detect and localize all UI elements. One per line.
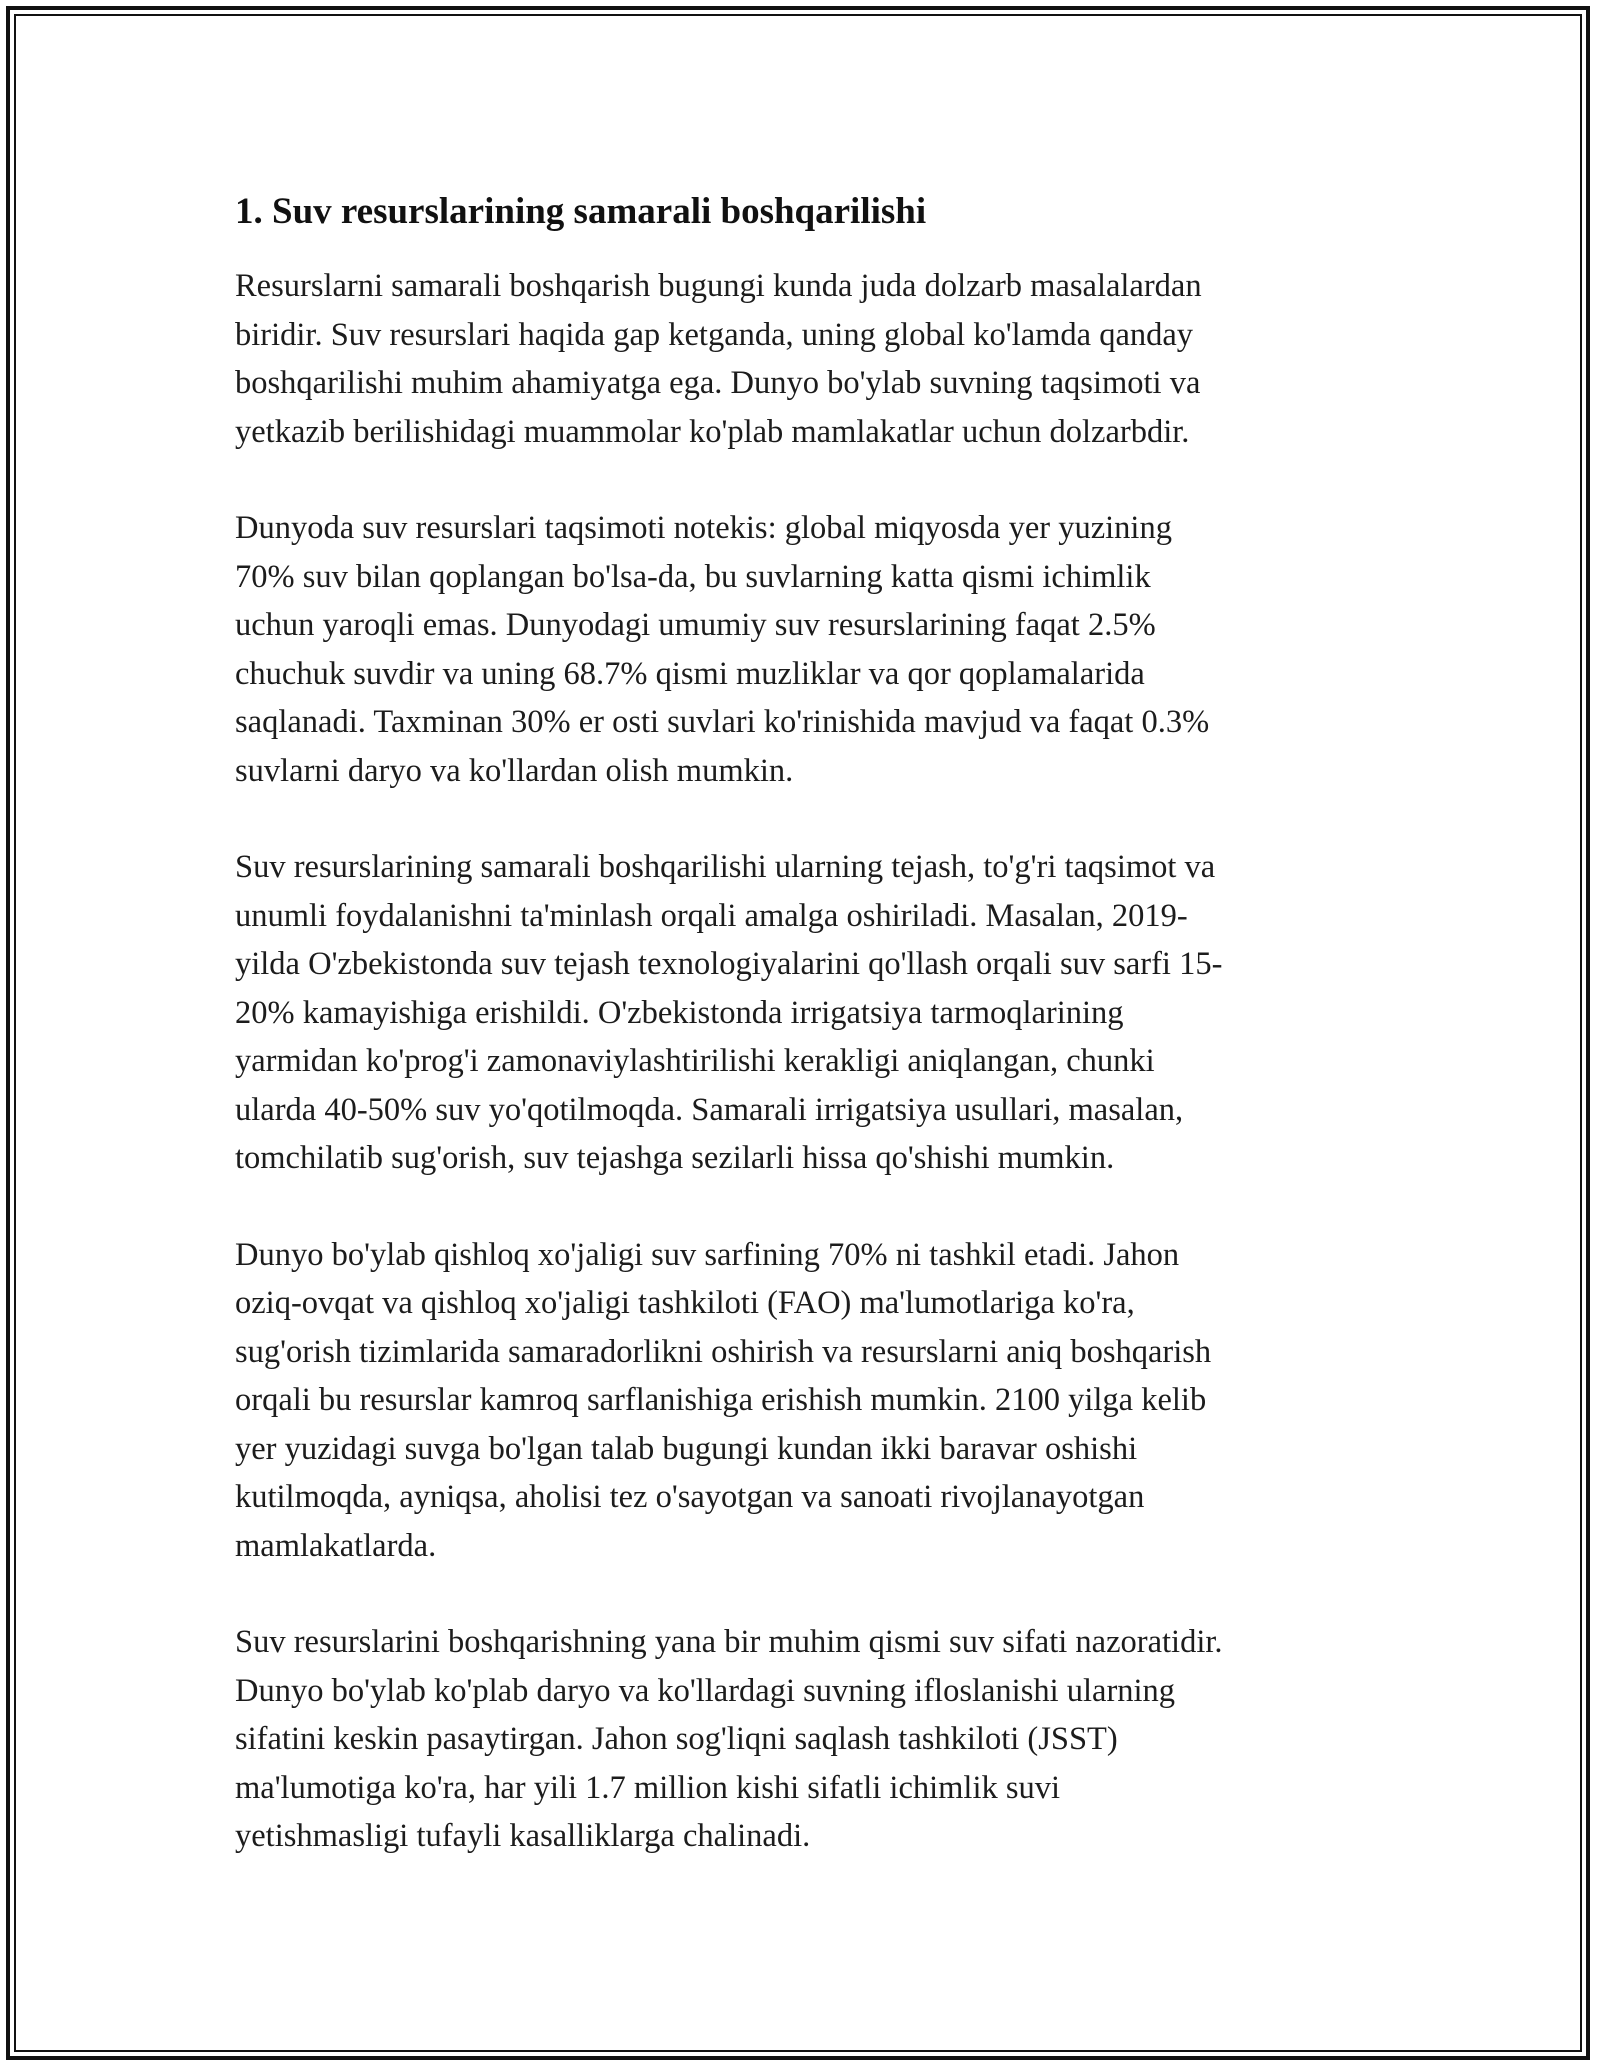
paragraph-5 [235,1618,1365,1861]
text-line: yetkazib berilishidagi muammolar ko'plab mamlakatlar uchun dolzarbdir. [235,413,1190,450]
text-line: yarmidan ko'prog'i zamonaviylashtirilishi kerakligi aniqlangan, chunki [235,1043,1155,1079]
text-line: sifatini keskin pasaytirgan. Jahon sog'liqni saqlash tashkiloti (JSST) [235,1721,1118,1757]
text-line: yilda O'zbekistonda suv tejash texnologiyalarini qo'llash orqali suv sarfi 15- [235,946,1223,982]
text-line: boshqarilishi muhim ahamiyatga ega. Dunyo bo'ylab suvning taqsimoti va [235,365,1201,401]
text-line: orqali bu resurslar kamroq sarflanishiga erishish mumkin. 2100 yilga kelib [235,1382,1207,1418]
text-line: Suv resurslarini boshqarishning yana bir muhim qismi suv sifati nazoratidir. [235,1624,1223,1660]
text-line: yer yuzidagi suvga bo'lgan talab bugungi kundan ikki baravar oshishi [235,1430,1138,1467]
text-line: 70% suv bilan qoplangan bo'lsa-da, bu suvlarning katta qismi ichimlik [235,558,1151,595]
text-line: mamlakatlarda. [235,1527,437,1564]
text-line: Resurslarni samarali boshqarish bugungi kunda juda dolzarb masalalardan [235,268,1202,304]
text-line: ma'lumotiga ko'ra, har yili 1.7 million kishi sifatli ichimlik suvi [235,1769,1061,1806]
text-line: unumli foydalanishni ta'minlash orqali amalga oshiriladi. Masalan, 2019- [235,897,1188,934]
text-line: Dunyo bo'ylab qishloq xo'jaligi suv sarfining 70% ni tashkil etadi. Jahon [235,1236,1180,1273]
text-line: yetishmasligi tufayli kasalliklarga chalinadi. [235,1818,811,1854]
text-line: Dunyo bo'ylab ko'plab daryo va ko'llardagi suvning ifloslanishi ularning [235,1672,1176,1709]
paragraph-2 [235,504,1365,795]
text-line: sug'orish tizimlarida samaradorlikni oshirish va resurslarni aniq boshqarish [235,1333,1212,1370]
text-line: biridir. Suv resurslari haqida gap ketganda, uning global ko'lamda qanday [235,316,1194,353]
text-line: saqlanadi. Taxminan 30% er osti suvlari ko'rinishida mavjud va faqat 0.3% [235,704,1210,740]
paragraph-4 [235,1231,1365,1571]
text-line: ularda 40-50% suv yo'qotilmoqda. Samarali irrigatsiya usullari, masalan, [235,1091,1184,1128]
paragraph-1 [235,262,1365,456]
document-body [235,186,1365,1909]
section-heading: 1. Suv resurslarining samarali boshqarilishi [235,191,927,232]
text-line: tomchilatib sug'orish, suv tejashga sezilarli hissa qo'shishi mumkin. [235,1140,1115,1176]
text-line: oziq-ovqat va qishloq xo'jaligi tashkiloti (FAO) ma'lumotlariga ko'ra, [235,1285,1135,1321]
paragraph-3 [235,843,1365,1183]
text-line: uchun yaroqli emas. Dunyodagi umumiy suv resurslarining faqat 2.5% [235,607,1156,643]
text-line: chuchuk suvdir va uning 68.7% qismi muzliklar va qor qoplamalarida [235,655,1145,692]
text-line: suvlarni daryo va ko'llardan olish mumkin. [235,752,794,789]
text-line: kutilmoqda, ayniqsa, aholisi tez o'sayotgan va sanoati rivojlanayotgan [235,1479,1145,1515]
text-line: 20% kamayishiga erishildi. O'zbekistonda irrigatsiya tarmoqlarining [235,994,1124,1031]
text-line: Suv resurslarining samarali boshqarilishi ularning tejash, to'g'ri taqsimot va [235,849,1216,885]
text-line: Dunyoda suv resurslari taqsimoti notekis: global miqyosda yer yuzining [235,510,1172,546]
